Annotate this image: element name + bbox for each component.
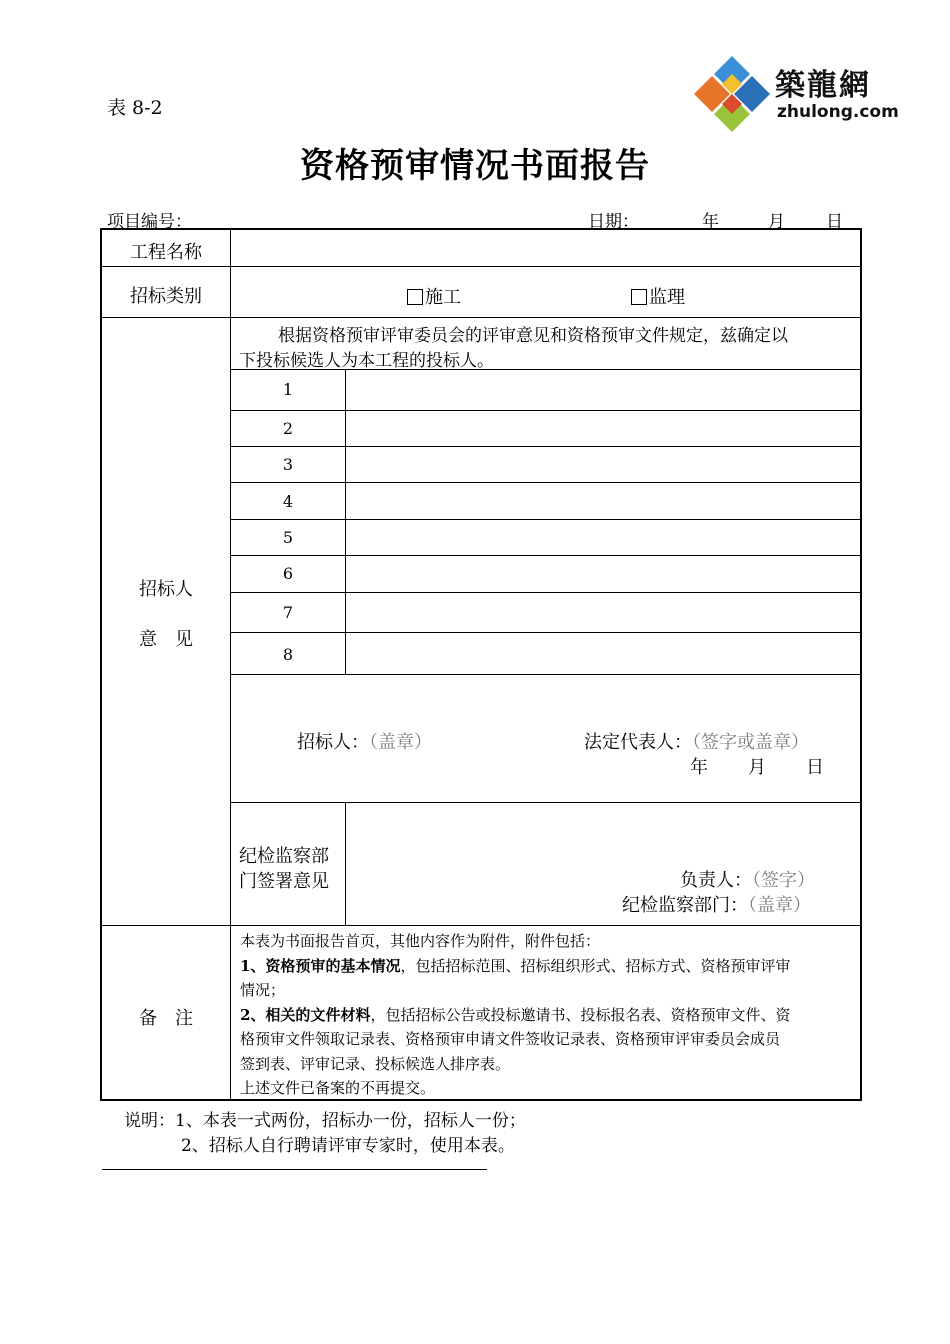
category-option-label: 施工	[425, 287, 461, 308]
project-name-label: 工程名称	[130, 242, 202, 263]
checkbox-icon[interactable]	[631, 289, 647, 305]
tenderer-signature	[297, 728, 432, 754]
candidate-number: 1	[282, 380, 294, 399]
remarks-line: 签到表、评审记录、投标候选人排序表。	[240, 1054, 511, 1073]
candidate-field[interactable]	[346, 370, 860, 410]
candidate-field[interactable]	[346, 447, 860, 482]
responsible-signature	[680, 866, 815, 892]
project-name-field[interactable]	[231, 230, 860, 266]
supervision-label-2: 门签署意见	[239, 871, 329, 892]
row-divider	[102, 266, 860, 267]
remarks-label: 备 注	[139, 1008, 193, 1029]
dept-signature	[622, 891, 811, 917]
project-no-label: 项目编号：	[107, 212, 192, 232]
footer-note-2: 2、招标人自行聘请评审专家时，使用本表。	[181, 1136, 515, 1156]
legal-rep-label: 法定代表人：	[584, 732, 692, 753]
supervision-label-1: 纪检监察部	[239, 846, 329, 867]
remarks-item-heading: 2、相关的文件材料	[240, 1005, 371, 1024]
signature-date-month: 月	[748, 757, 766, 778]
responsible-label: 负责人：	[680, 870, 752, 891]
signature-divider	[230, 802, 860, 803]
row-divider	[102, 317, 860, 318]
category-supervision-option[interactable]	[631, 283, 685, 309]
candidate-number: 6	[282, 564, 294, 583]
dept-label: 纪检监察部门：	[622, 895, 748, 916]
remarks-line: 上述文件已备案的不再提交。	[240, 1079, 436, 1097]
remarks-item-text: ，包括招标范围、招标组织形式、招标方式、资格预审评审	[400, 956, 791, 975]
candidate-number: 8	[282, 645, 294, 664]
candidate-number: 4	[282, 492, 294, 511]
tenderer-seal-note: （盖章）	[369, 732, 432, 753]
logo-name-en: zhulong.com	[777, 102, 899, 122]
category-option-label: 监理	[649, 287, 685, 308]
opinion-label-1: 招标人	[139, 579, 193, 600]
remarks-item-text: ，包括招标公告或投标邀请书、投标报名表、资格预审文件、资	[370, 1005, 791, 1024]
row-divider	[102, 925, 860, 926]
tenderer-label: 招标人：	[297, 732, 369, 753]
candidate-field[interactable]	[346, 633, 860, 674]
opinion-intro-line-2: 下投标候选人为本工程的投标人。	[239, 351, 494, 371]
candidate-divider	[230, 674, 860, 675]
remarks-content	[240, 929, 860, 1101]
supervision-column-divider	[345, 802, 346, 925]
candidate-number: 7	[282, 603, 294, 622]
legal-rep-seal-note: （签字或盖章）	[692, 732, 809, 753]
remarks-item-heading: 1、资格预审的基本情况	[240, 956, 401, 975]
date-month-label: 月	[768, 212, 785, 232]
logo-name-cn: 築龍網	[775, 68, 871, 103]
checkbox-icon[interactable]	[407, 289, 423, 305]
remarks-line: 情况；	[240, 981, 286, 999]
remarks-line: 格预审文件领取记录表、资格预审申请文件签收记录表、资格预审评审委员会成员	[240, 1030, 781, 1048]
dept-seal-note: （盖章）	[748, 895, 811, 916]
page-title: 资格预审情况书面报告	[300, 146, 650, 186]
category-label: 招标类别	[130, 286, 202, 307]
remarks-item-2	[240, 1003, 860, 1028]
responsible-seal-note: （签字）	[752, 870, 815, 891]
opinion-label-2: 意 见	[139, 629, 193, 650]
candidate-number: 5	[282, 528, 294, 547]
candidate-number: 2	[282, 419, 294, 438]
signature-date-year: 年	[690, 757, 708, 778]
candidate-number: 3	[282, 455, 294, 474]
zhulong-logo	[692, 54, 910, 134]
footer-note-1: 说明：1、本表一式两份，招标办一份，招标人一份；	[124, 1111, 526, 1131]
date-day-label: 日	[826, 212, 843, 232]
signature-date-day: 日	[806, 757, 824, 778]
candidate-field[interactable]	[346, 593, 860, 632]
date-year-label: 年	[702, 212, 719, 232]
candidate-field[interactable]	[346, 556, 860, 592]
form-number: 表 8-2	[107, 97, 163, 119]
report-table	[100, 228, 862, 1101]
candidate-field[interactable]	[346, 411, 860, 446]
label-column-divider	[230, 230, 231, 1099]
remarks-item-1	[240, 954, 860, 979]
logo-mark-icon	[692, 54, 772, 134]
remarks-line: 本表为书面报告首页，其他内容作为附件，附件包括：	[240, 932, 601, 950]
candidate-field[interactable]	[346, 483, 860, 519]
opinion-intro-line-1: 根据资格预审评审委员会的评审意见和资格预审文件规定，兹确定以	[278, 326, 788, 346]
date-label: 日期：	[588, 212, 639, 232]
footnote-rule	[102, 1169, 487, 1170]
category-construction-option[interactable]	[407, 283, 461, 309]
legal-rep-signature	[584, 728, 809, 754]
candidate-field[interactable]	[346, 520, 860, 555]
